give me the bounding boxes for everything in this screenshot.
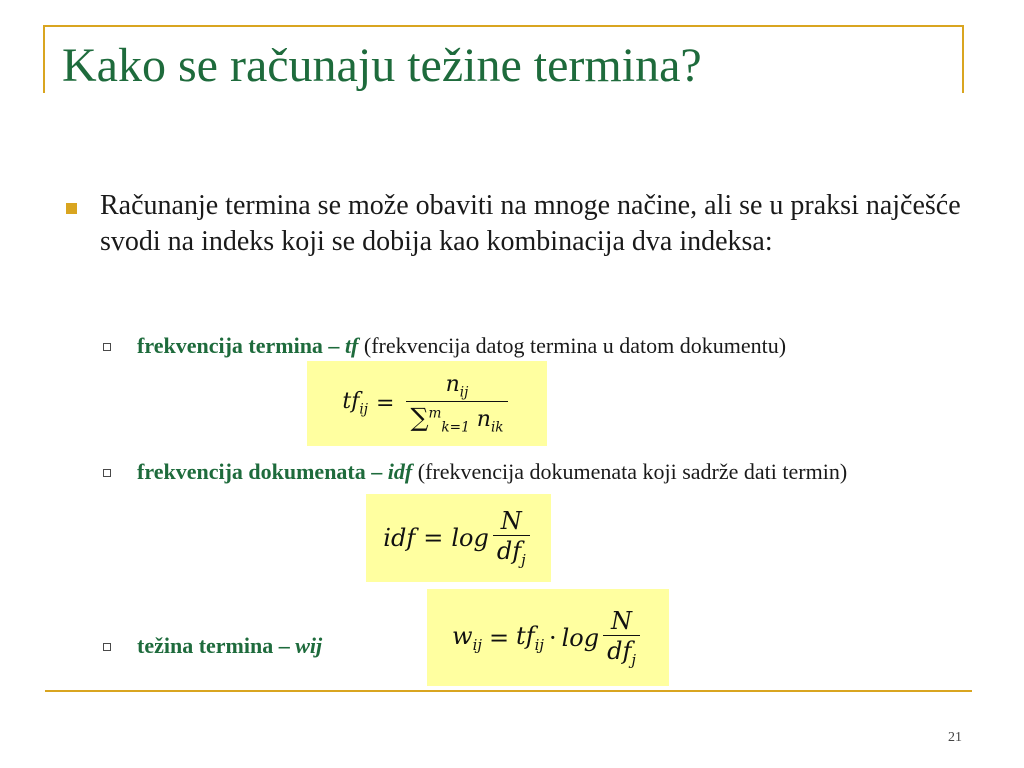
wij-formula-numerator: N [611,606,633,635]
wij-abbr: wij [295,633,323,658]
wij-formula-log: log [561,623,600,652]
wij-formula-fraction [603,607,640,669]
tf-description: (frekvencija datog termina u datom dokumentu) [358,333,787,358]
sub-bullet-idf [137,455,927,488]
idf-description: (frekvencija dokumenata koji sadrže dati termin) [412,459,848,484]
sub-bullet-hollow-square-icon [103,643,111,651]
wij-formula-denominator: $df_j$ [603,635,640,669]
tf-label: frekvencija termina – [137,333,345,358]
tf-formula-denominator: ∑$^m_{k=1}$ $n_{ik}$ [406,401,507,435]
bullet-square-icon [66,203,77,214]
wij-formula-equals: = [488,623,510,652]
footer-divider [45,690,972,692]
idf-formula-fraction [493,507,530,569]
tf-formula-fraction [406,372,507,435]
wij-formula-lhs: $w_{ij}$ [452,621,482,654]
frame-right-border [962,25,964,93]
wij-label: težina termina – [137,633,296,658]
frame-left-border [43,25,45,93]
idf-formula [366,494,551,582]
idf-formula-log: log [451,524,489,552]
tf-formula-numerator: $n_{ij}$ [445,372,469,401]
sub-bullet-hollow-square-icon [103,343,111,351]
tf-formula-equals: = [376,391,395,416]
sub-bullet-wij [137,629,437,662]
idf-formula-equals: = [423,524,444,552]
bullet-text: Računanje termina se može obaviti na mnoge načine, ali se u praksi najčešće svodi na indeks koji se dobija kao kombinacija dva indeksa: [100,190,961,257]
idf-label: frekvencija dokumenata – [137,459,388,484]
idf-formula-numerator: N [500,507,522,536]
tf-formula-lhs: $tf_{ij}$ [342,389,368,418]
idf-formula-denominator: $df_j$ [493,535,530,569]
frame-top-border [43,25,964,27]
tf-abbr: tf [344,333,359,358]
wij-formula-tf: $tf_{ij}$ [516,621,544,654]
wij-formula [427,589,669,686]
idf-formula-lhs: idf [383,524,416,552]
tf-formula [307,361,547,446]
wij-formula-dot: · [548,623,557,652]
sub-bullet-tf [137,329,927,362]
idf-abbr: idf [387,459,413,484]
sub-bullet-hollow-square-icon [103,469,111,477]
slide-title: Kako se računaju težine termina? [62,39,702,92]
page-number: 21 [948,730,962,745]
